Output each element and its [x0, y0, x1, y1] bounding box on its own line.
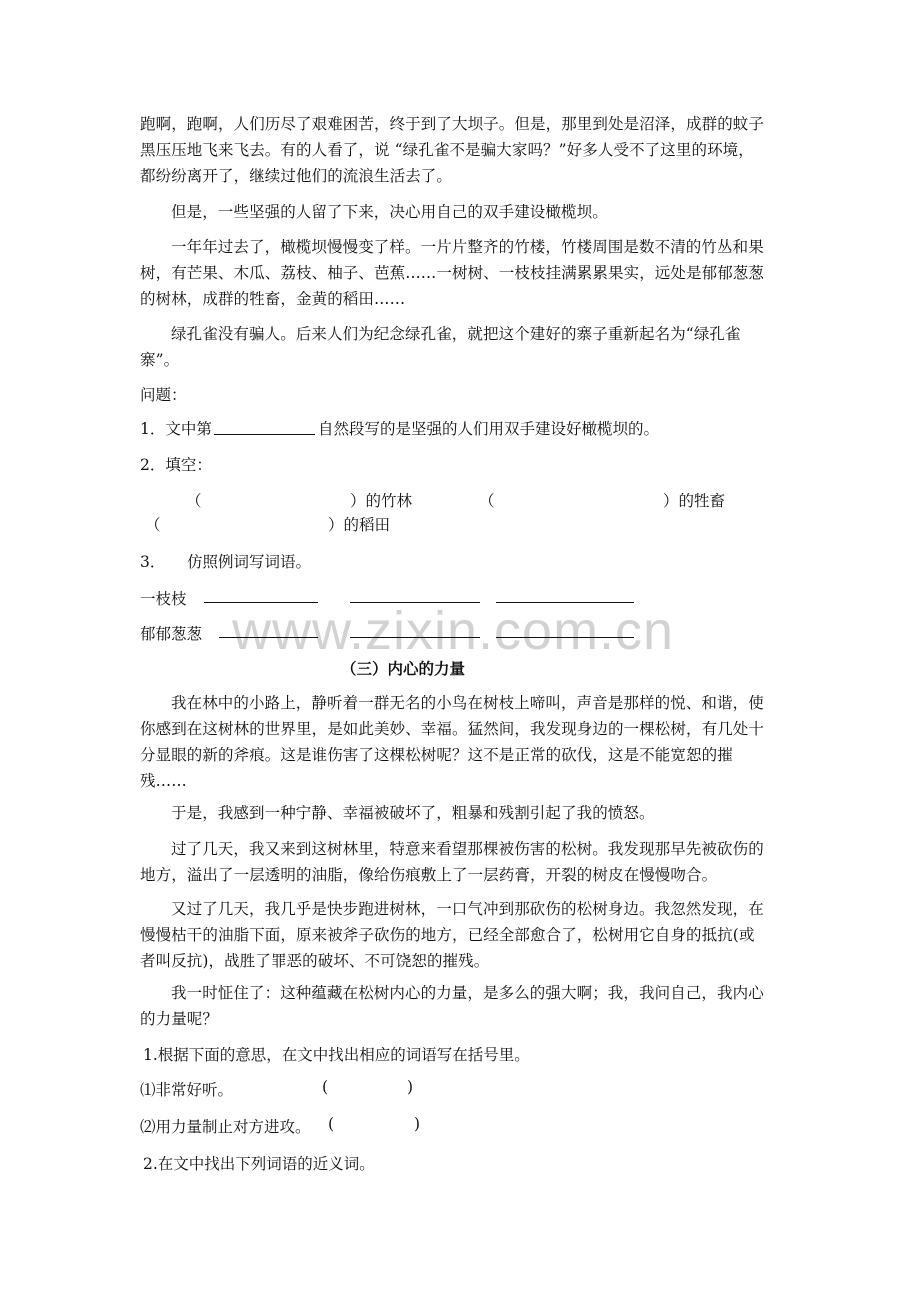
- answer-blank[interactable]: [350, 637, 480, 638]
- question-2-1a-label: ⑴非常好听。: [140, 1081, 234, 1099]
- questions-heading: 问题：: [140, 386, 187, 404]
- text-line: 树，有芒果、木瓜、荔枝、柚子、芭蕉……一树树、一枝枝挂满累累果实，远处是郁郁葱葱: [140, 264, 765, 282]
- fill-3-open: （: [145, 516, 161, 534]
- story1-paragraph-4: [140, 321, 783, 373]
- text-line: 都纷纷离开了，继续过他们的流浪生活去了。: [140, 167, 453, 185]
- question-3-text: 仿照例词写词语。: [187, 553, 312, 571]
- fill-2-open: （: [479, 492, 495, 510]
- fill-2-close: ）的牲畜: [663, 492, 726, 510]
- watermark: www.zixin.com.cn: [232, 601, 675, 661]
- answer-blank[interactable]: [496, 602, 634, 603]
- text-line: 过了几天，我又来到这树林里，特意来看望那棵被伤害的松树。我发现那早先被砍伤的: [171, 840, 764, 858]
- example-word-2: 郁郁葱葱: [140, 625, 203, 643]
- question-2-label: 2．填空：: [140, 456, 212, 474]
- question-3-number: 3．: [140, 553, 166, 571]
- text-line: 你感到在这树林的世界里，是如此美妙、幸福。猛然间，我发现身边的一棵松树，有几处十: [140, 720, 765, 738]
- text-line: 黑压压地飞来飞去。有的人看了，说 “绿孔雀不是骗大家吗？”好多人受不了这里的环境，: [140, 141, 754, 159]
- text-line: 分显眼的新的斧痕。这是谁伤害了这棵松树呢？这不是正常的砍伐，这是不能宽恕的摧: [140, 746, 733, 764]
- text-line: 我在林中的小路上，静听着一群无名的小鸟在树枝上啼叫，声音是那样的悦、和谐，使: [171, 694, 764, 712]
- text-line: 地方，溢出了一层透明的油脂，像给伤痕敷上了一层药膏，开裂的树皮在慢慢吻合。: [140, 866, 718, 884]
- story2-paragraph-5: [140, 980, 783, 1032]
- question-2-1a-open: (: [322, 1078, 329, 1096]
- question-2-2: 2.在文中找出下列词语的近义词。: [143, 1155, 375, 1173]
- answer-blank[interactable]: [496, 637, 634, 638]
- text-line: 于是，我感到一种宁静、幸福被破坏了，粗暴和残割引起了我的愤怒。: [171, 804, 655, 822]
- question-1-blank[interactable]: [214, 434, 315, 435]
- question-1-suffix: 自然段写的是坚强的人们用双手建设好橄榄坝的。: [318, 420, 660, 438]
- text-line: 但是，一些坚强的人留了下来，决心用自己的双手建设橄榄坝。: [171, 203, 608, 221]
- story1-paragraph-1: [140, 111, 783, 189]
- story1-paragraph-2: [140, 199, 783, 225]
- story2-paragraph-1: [140, 690, 783, 794]
- answer-blank[interactable]: [350, 602, 480, 603]
- story1-paragraph-3: [140, 234, 783, 312]
- answer-blank[interactable]: [204, 602, 318, 603]
- question-2-1a-close: ): [407, 1078, 414, 1096]
- text-line: 我一时怔住了：这种蕴藏在松树内心的力量，是多么的强大啊；我，我问自己，我内心: [171, 984, 764, 1002]
- text-line: 绿孔雀没有骗人。后来人们为纪念绿孔雀，就把这个建好的寨子重新起名为“绿孔雀: [171, 325, 741, 343]
- text-line: 残……: [140, 772, 187, 790]
- text-line: 慢慢枯干的油脂下面，原来被斧子砍伤的地方，已经全部愈合了，松树用它自身的抵抗(或: [140, 926, 755, 944]
- text-line: 跑啊，跑啊，人们历尽了艰难困苦，终于到了大坝子。但是，那里到处是沼泽，成群的蚊子: [140, 115, 765, 133]
- story2-paragraph-2: [140, 800, 783, 826]
- question-2-1b-open: (: [328, 1115, 335, 1133]
- answer-blank[interactable]: [219, 637, 318, 638]
- text-line: 的树林，成群的牲畜，金黄的稻田……: [140, 290, 406, 308]
- section-title: （三）内心的力量: [341, 659, 466, 678]
- fill-1-open: （: [186, 492, 202, 510]
- question-1-prefix: 1．文中第: [140, 420, 212, 438]
- question-2-1b-close: ): [414, 1115, 421, 1133]
- question-2-1: 1.根据下面的意思，在文中找出相应的词语写在括号里。: [143, 1046, 530, 1064]
- text-line: 寨”。: [140, 351, 180, 369]
- story2-paragraph-3: [140, 836, 783, 888]
- text-line: 者叫反抗)，战胜了罪恶的破坏、不可饶恕的摧残。: [140, 952, 490, 970]
- story2-paragraph-4: [140, 896, 783, 974]
- example-word-1: 一枝枝: [140, 590, 187, 608]
- text-line: 的力量呢？: [140, 1010, 219, 1028]
- fill-1-close: ）的竹林: [350, 492, 413, 510]
- fill-3-close: ）的稻田: [328, 516, 391, 534]
- question-2-1b-label: ⑵用力量制止对方进攻。: [140, 1118, 311, 1136]
- text-line: 又过了几天，我几乎是快步跑进树林，一口气冲到那砍伤的松树身边。我忽然发现，在: [171, 900, 764, 918]
- text-line: 一年年过去了，橄榄坝慢慢变了样。一片片整齐的竹楼，竹楼周围是数不清的竹丛和果: [171, 238, 764, 256]
